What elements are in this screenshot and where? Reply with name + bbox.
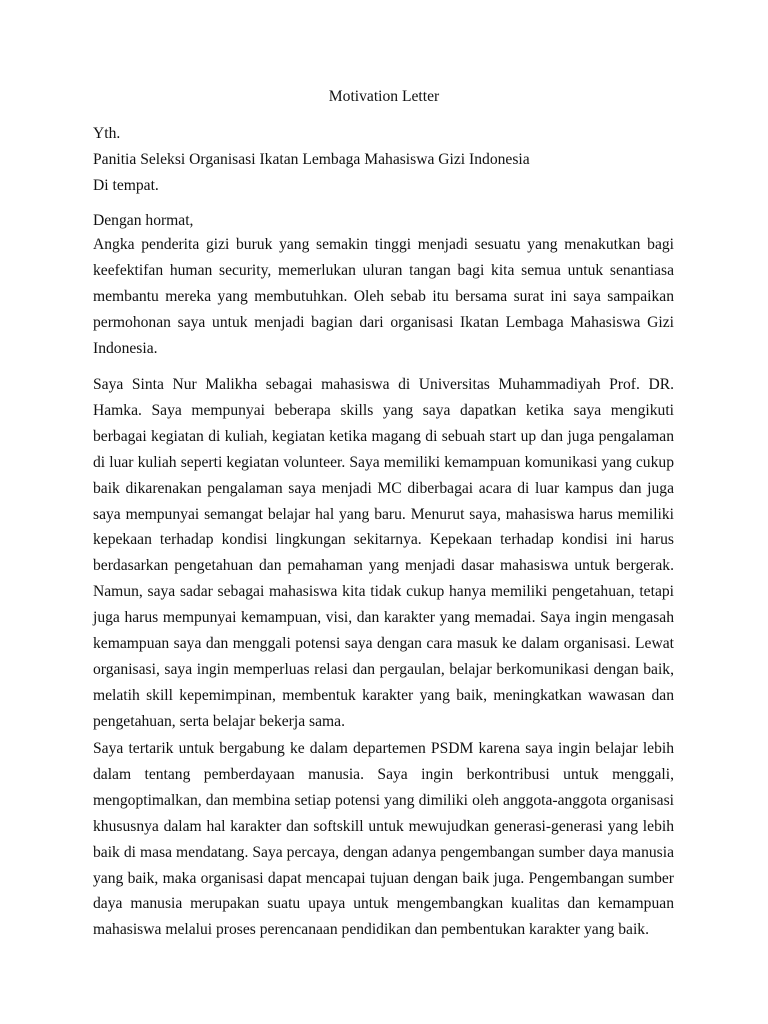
recipient-address bbox=[93, 121, 675, 199]
paragraph-department: Saya tertarik untuk bergabung ke dalam departemen PSDM karena saya ingin belajar lebih dalam tentang pemberdayaan manusia. Saya ingin berkontribusi untuk menggali, mengoptimalkan, dan membina setiap potensi yang dimiliki oleh anggota-anggota organisasi khususnya dalam hal karakter dan softskill untuk mewujudkan generasi-generasi yang lebih baik di masa mendatang. Saya percaya, dengan adanya pengembangan sumber daya manusia yang baik, maka organisasi dapat mencapai tujuan dengan baik juga. Pengembangan sumber daya manusia merupakan suatu upaya untuk mengembangkan kualitas dan kemampuan mahasiswa melalui proses perencanaan pendidikan dan pembentukan karakter yang baik. bbox=[93, 740, 674, 939]
letter-title: Motivation Letter bbox=[328, 88, 440, 105]
address-line-recipient: Panitia Seleksi Organisasi Ikatan Lembaga Mahasiswa Gizi Indonesia bbox=[93, 151, 530, 168]
address-line-place: Di tempat. bbox=[93, 177, 159, 194]
address-line-salutation: Yth. bbox=[93, 125, 121, 142]
paragraph-background: Saya Sinta Nur Malikha sebagai mahasiswa di Universitas Muhammadiyah Prof. DR. Hamka. Saya mempunyai beberapa skills yang saya dapatkan ketika saya mengikuti berbagai kegiatan di kuliah, kegiatan ketika magang di sebuah start up dan juga pengalaman di luar kuliah seperti kegiatan volunteer. Saya memiliki kemampuan komunikasi yang cukup baik dikarenakan pengalaman saya menjadi MC diberbagai acara di luar kampus dan juga saya mempunyai semangat belajar hal yang baru. Menurut saya, mahasiswa harus memiliki kepekaan terhadap kondisi lingkungan sekitarnya. Kepekaan terhadap kondisi ini harus berdasarkan pengetahuan dan pemahaman yang menjadi dasar mahasiswa untuk bergerak. Namun, saya sadar sebagai mahasiswa kita tidak cukup hanya memiliki pengetahuan, tetapi juga harus mempunyai kemampuan, visi, dan karakter yang memadai. Saya ingin mengasah kemampuan saya dan menggali potensi saya dengan cara masuk ke dalam organisasi. Lewat organisasi, saya ingin memperluas relasi dan pergaulan, belajar berkomunikasi dengan baik, melatih skill kepemimpinan, membentuk karakter yang baik, meningkatkan wawasan dan pengetahuan, serta belajar bekerja sama. bbox=[93, 376, 674, 730]
greeting: Dengan hormat, bbox=[93, 212, 194, 229]
paragraph-intro: Angka penderita gizi buruk yang semakin tinggi menjadi sesuatu yang menakutkan bagi keefektifan human security, memerlukan uluran tangan bagi kita semua untuk senantiasa membantu mereka yang membutuhkan. Oleh sebab itu bersama surat ini saya sampaikan permohonan saya untuk menjadi bagian dari organisasi Ikatan Lembaga Mahasiswa Gizi Indonesia. bbox=[93, 236, 674, 357]
